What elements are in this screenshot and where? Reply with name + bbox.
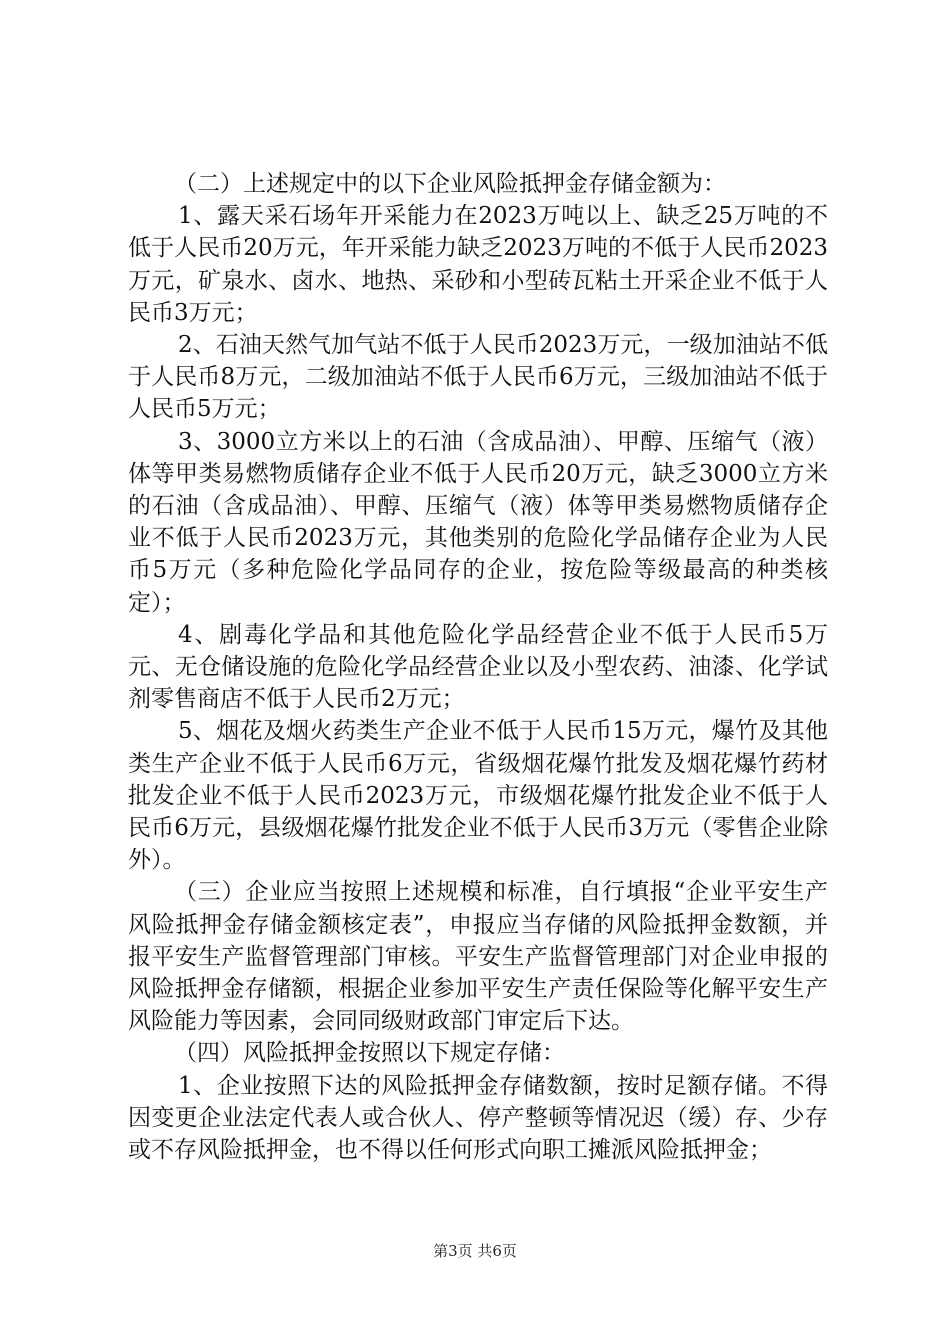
document-body [128,168,828,1166]
paragraph-item-1: 1、露天采石场年开采能力在2023万吨以上、缺乏25万吨的不低于人民币20万元，年开采能力缺乏2023万吨的不低于人民币2023万元，矿泉水、卤水、地热、采砂和小型砖瓦粘土开采企业不低于人民币3万元； [128,203,828,326]
page-number-footer: 第3页 共6页 [433,1242,517,1260]
paragraph-item-5: 5、烟花及烟火药类生产企业不低于人民币15万元，爆竹及其他类生产企业不低于人民币6万元，省级烟花爆竹批发及烟花爆竹药材批发企业不低于人民币2023万元，市级烟花爆竹批发企业不低于人民币6万元，县级烟花爆竹批发企业不低于人民币3万元（零售企业除外）。 [128,718,828,874]
paragraph-section-2-heading: （二）上述规定中的以下企业风险抵押金存储金额为： [174,171,726,197]
paragraph-item-4: 4、剧毒化学品和其他危险化学品经营企业不低于人民币5万元、无仓储设施的危险化学品经营企业以及小型农药、油漆、化学试剂零售商店不低于人民币2万元； [128,621,828,713]
paragraph-section-4-item-1: 1、企业按照下达的风险抵押金存储数额，按时足额存储。不得因变更企业法定代表人或合伙人、停产整顿等情况迟（缓）存、少存或不存风险抵押金，也不得以任何形式向职工摊派风险抵押金； [128,1072,828,1164]
paragraph-item-3: 3、3000立方米以上的石油（含成品油）、甲醇、压缩气（液）体等甲类易燃物质储存企业不低于人民币20万元，缺乏3000立方米的石油（含成品油）、甲醇、压缩气（液）体等甲类易燃物质储存企业不低于人民币2023万元，其他类别的危险化学品储存企业为人民币5万元（多种危险化学品同存的企业，按危险等级最高的种类核定）； [128,428,828,616]
paragraph-item-2: 2、石油天然气加气站不低于人民币2023万元，一级加油站不低于人民币8万元，二级加油站不低于人民币6万元，三级加油站不低于人民币5万元； [128,332,828,423]
paragraph-section-3: （三）企业应当按照上述规模和标准，自行填报“企业平安生产风险抵押金存储金额核定表”，申报应当存储的风险抵押金数额，并报平安生产监督管理部门审核。平安生产监督管理部门对企业申报的风险抵押金存储额，根据企业参加平安生产责任保险等化解平安生产风险能力等因素，会同同级财政部门审定后下达。 [128,879,828,1035]
paragraph-section-4-heading: （四）风险抵押金按照以下规定存储： [174,1040,565,1067]
